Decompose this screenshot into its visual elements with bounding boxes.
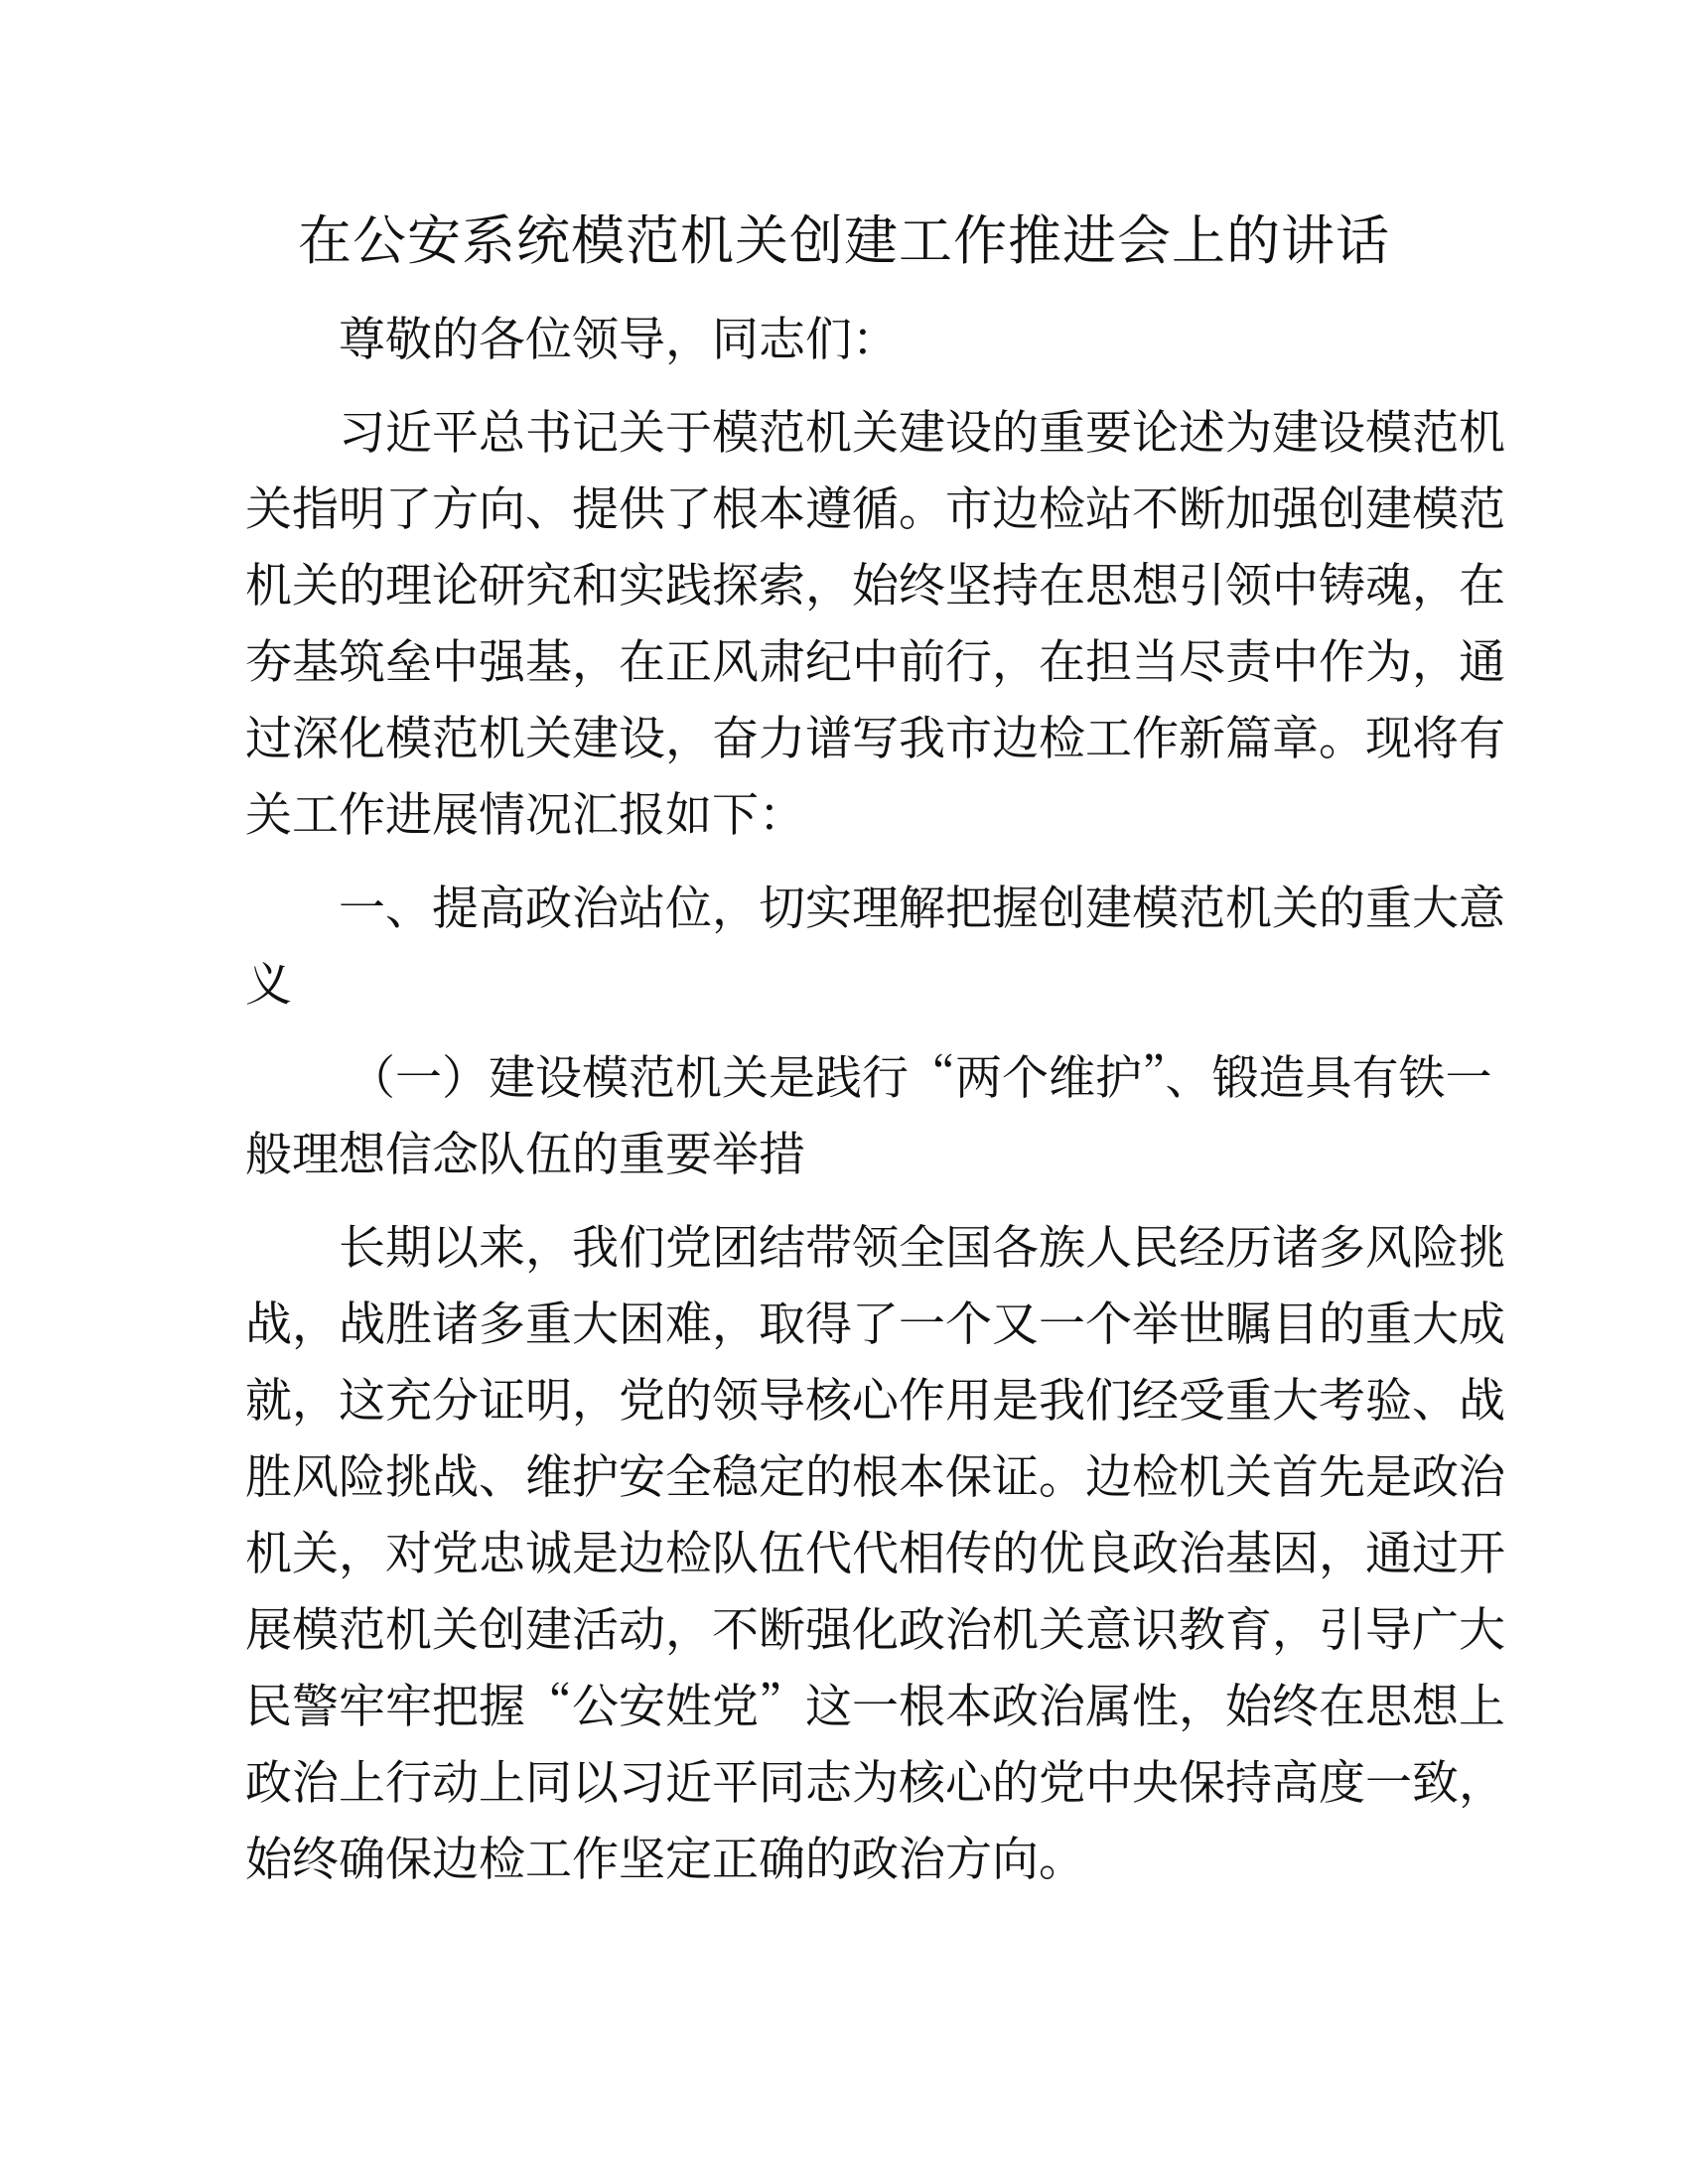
document-body <box>245 298 1505 1894</box>
text-line: 义 <box>245 948 292 1015</box>
text-line: 夯基筑垒中强基，在正风肃纪中前行，在担当尽责中作为，通 <box>245 625 1505 692</box>
text-line: 尊敬的各位领导，同志们： <box>339 303 899 369</box>
text-line: 过深化模范机关建设，奋力谱写我市边检工作新篇章。现将有 <box>245 702 1505 768</box>
document-title: 在公安系统模范机关创建工作推进会上的讲话 <box>298 199 1390 275</box>
text-line: 机关的理论研究和实践探索，始终坚持在思想引领中铸魂，在 <box>245 549 1505 615</box>
paragraph <box>245 391 1505 850</box>
paragraph <box>245 1206 1505 1894</box>
text-line: 胜风险挑战、维护安全稳定的根本保证。边检机关首先是政治 <box>245 1440 1505 1507</box>
text-line: 机关，对党忠诚是边检队伍代代相传的优良政治基因，通过开 <box>245 1517 1505 1583</box>
text-line: 长期以来，我们党团结带领全国各族人民经历诸多风险挑 <box>339 1211 1505 1278</box>
paragraph <box>245 298 1427 374</box>
text-line: 习近平总书记关于模范机关建设的重要论述为建设模范机 <box>339 396 1505 463</box>
text-line: 民警牢牢把握“公安姓党”这一根本政治属性，始终在思想上 <box>245 1670 1505 1736</box>
paragraph <box>245 1036 1492 1189</box>
text-line: 政治上行动上同以习近平同志为核心的党中央保持高度一致， <box>245 1746 1505 1813</box>
text-line: 就，这充分证明，党的领导核心作用是我们经受重大考验、战 <box>245 1364 1505 1431</box>
paragraph <box>245 867 1505 1020</box>
text-line: 一、提高政治站位，切实理解把握创建模范机关的重大意 <box>339 872 1505 938</box>
text-line: 展模范机关创建活动，不断强化政治机关意识教育，引导广大 <box>245 1593 1505 1660</box>
text-line: 始终确保边检工作坚定正确的政治方向。 <box>245 1823 1085 1889</box>
text-line: 战，战胜诸多重大困难，取得了一个又一个举世瞩目的重大成 <box>245 1288 1505 1354</box>
text-line: （一）建设模范机关是践行“两个维护”、锻造具有铁一 <box>349 1041 1492 1108</box>
text-line: 关工作进展情况汇报如下： <box>245 778 805 845</box>
text-line: 般理想信念队伍的重要举措 <box>245 1118 805 1184</box>
text-line: 关指明了方向、提供了根本遵循。市边检站不断加强创建模范 <box>245 473 1505 539</box>
